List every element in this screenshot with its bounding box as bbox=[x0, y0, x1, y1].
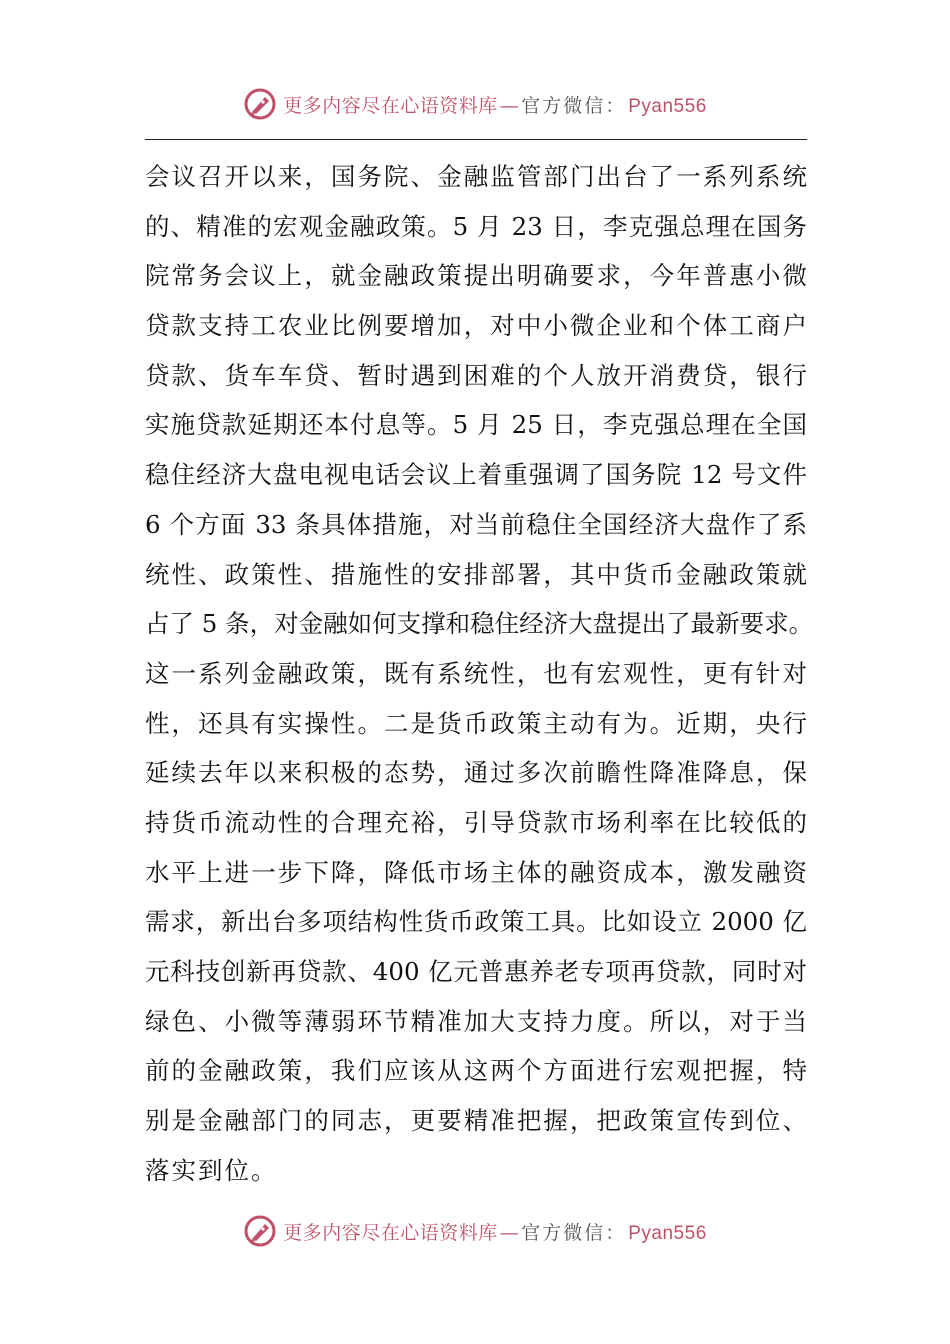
footer-official-label: 官方微信： bbox=[521, 1221, 627, 1244]
header-banner bbox=[0, 84, 950, 124]
body-text-line: 院常务会议上，就金融政策提出明确要求，今年普惠小微 bbox=[145, 261, 807, 291]
footer-banner bbox=[0, 1211, 950, 1251]
body-text-line: 前的金融政策，我们应该从这两个方面进行宏观把握，特 bbox=[145, 1056, 807, 1086]
body-text-line: 水平上进一步下降，降低市场主体的融资成本，激发融资 bbox=[145, 857, 807, 887]
footer-lead-text: 更多内容尽在心语资料库 bbox=[283, 1221, 498, 1244]
body-text-line: 统性、政策性、措施性的安排部署，其中货币金融政策就 bbox=[145, 559, 807, 589]
document-body bbox=[145, 152, 814, 1195]
body-text-line: 会议召开以来，国务院、金融监管部门出台了一系列系统 bbox=[145, 162, 807, 191]
pen-nib-logo-icon bbox=[243, 1214, 277, 1248]
footer-wechat-id: Pyan556 bbox=[628, 1222, 707, 1244]
body-text-line: 实施贷款延期还本付息等。5 月 25 日，李克强总理在全国 bbox=[145, 410, 807, 440]
body-text-line: 别是金融部门的同志，更要精准把握，把政策宣传到位、 bbox=[145, 1106, 807, 1136]
header-dash: — bbox=[499, 94, 520, 117]
body-text-line: 绿色、小微等薄弱环节精准加大支持力度。所以，对于当 bbox=[145, 1006, 807, 1036]
body-text-line: 延续去年以来积极的态势，通过多次前瞻性降准降息，保 bbox=[145, 758, 807, 788]
header-lead-text: 更多内容尽在心语资料库 bbox=[283, 94, 498, 117]
body-text-line: 这一系列金融政策，既有系统性，也有宏观性，更有针对 bbox=[145, 658, 807, 688]
body-text-line: 需求，新出台多项结构性货币政策工具。比如设立 2000 亿 bbox=[145, 907, 807, 937]
body-text-line: 稳住经济大盘电视电话会议上着重强调了国务院 12 号文件 bbox=[145, 460, 807, 490]
body-text-line: 6 个方面 33 条具体措施，对当前稳住全国经济大盘作了系 bbox=[145, 509, 807, 539]
footer-banner-text bbox=[283, 1218, 707, 1245]
body-text-line: 贷款支持工农业比例要增加，对中小微企业和个体工商户 bbox=[145, 311, 807, 341]
body-text-line: 元科技创新再贷款、400 亿元普惠养老专项再贷款，同时对 bbox=[145, 957, 807, 986]
footer-dash: — bbox=[499, 1221, 520, 1244]
header-wechat-id: Pyan556 bbox=[628, 95, 707, 117]
body-text-line: 落实到位。 bbox=[145, 1155, 278, 1185]
body-text-line: 贷款、货车车贷、暂时遇到困难的个人放开消费贷，银行 bbox=[145, 360, 807, 390]
header-banner-text bbox=[283, 91, 707, 118]
header-official-label: 官方微信： bbox=[521, 94, 627, 117]
pen-nib-logo-icon bbox=[243, 87, 277, 121]
body-text-line: 占了 5 条，对金融如何支撑和稳住经济大盘提出了最新要求。 bbox=[145, 609, 814, 639]
body-text-line: 的、精准的宏观金融政策。5 月 23 日，李克强总理在国务 bbox=[145, 211, 807, 241]
body-text-line: 持货币流动性的合理充裕，引导贷款市场利率在比较低的 bbox=[145, 807, 807, 837]
body-text-line: 性，还具有实操性。二是货币政策主动有为。近期，央行 bbox=[145, 708, 807, 738]
header-divider bbox=[145, 139, 807, 140]
